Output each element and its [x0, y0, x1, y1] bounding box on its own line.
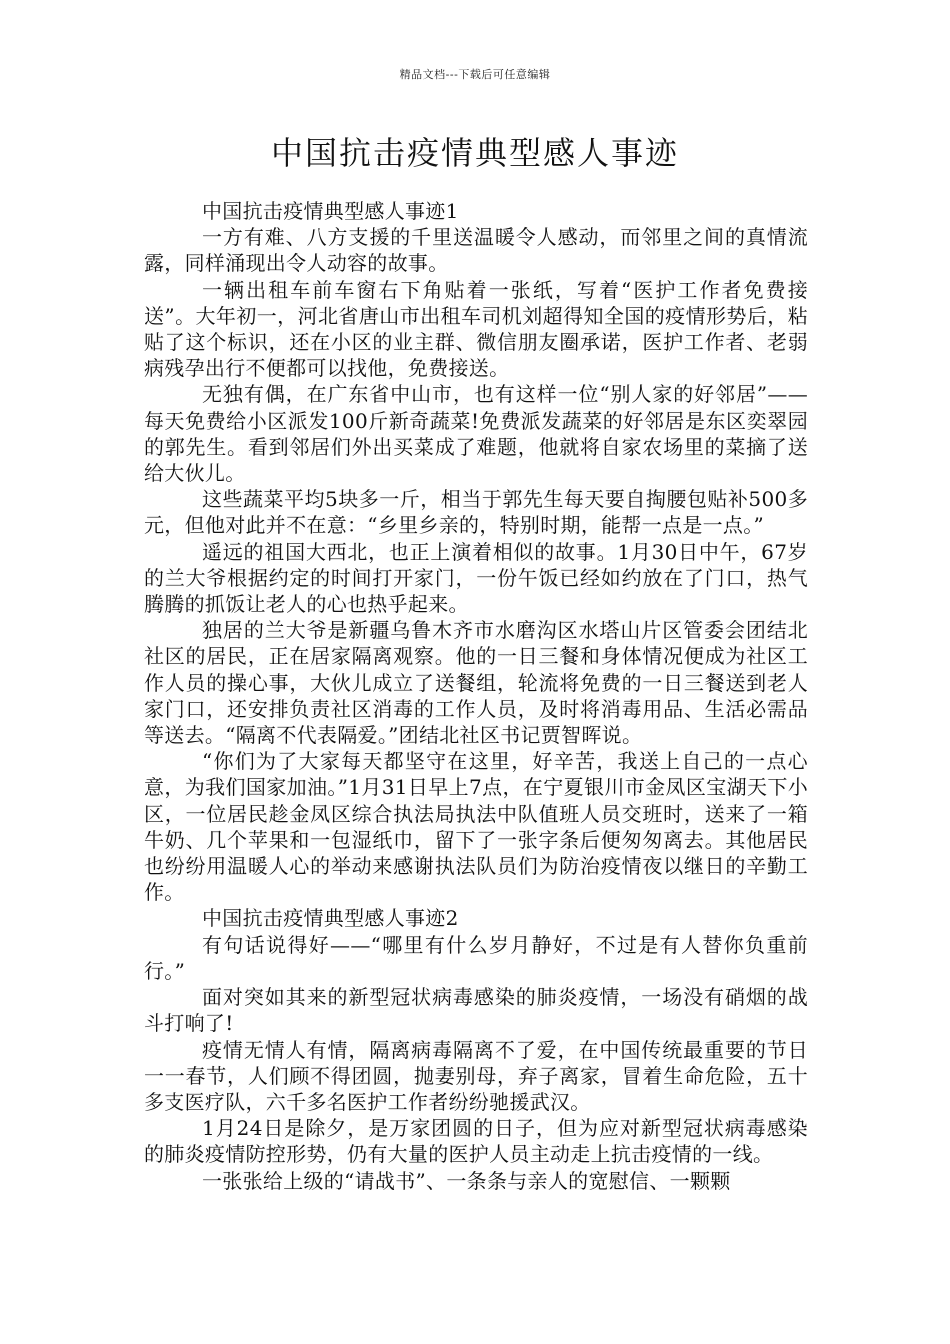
- paragraph: 独居的兰大爷是新疆乌鲁木齐市水磨沟区水塔山片区管委会团结北社区的居民，正在居家隔离观察。他的一日三餐和身体情况便成为社区工作人员的操心事，大伙儿成立了送餐组，轮流将免费的一日三餐送到老人家门口，还安排负责社区消毒的工作人员，及时将消毒用品、生活必需品等送去。“隔离不代表隔爱。”团结北社区书记贾智晖说。: [144, 618, 808, 748]
- paragraph: 疫情无情人有情，隔离病毒隔离不了爱，在中国传统最重要的节日一一春节，人们顾不得团圆，抛妻别母，弃子离家，冒着生命危险，五十多支医疗队，六千多名医护工作者纷纷驰援武汉。: [144, 1037, 808, 1114]
- page-header-note: 精品文档---下载后可任意编辑: [399, 68, 551, 81]
- section-heading-1: 中国抗击疫情典型感人事迹1: [202, 199, 459, 223]
- paragraph: 一辆出租车前车窗右下角贴着一张纸，写着“医护工作者免费接送”。大年初一，河北省唐山市出租车司机刘超得知全国的疫情形势后，粘贴了这个标识，还在小区的业主群、微信朋友圈承诺，医护工作者、老弱病残孕出行不便都可以找他，免费接送。: [144, 277, 808, 381]
- paragraph: 有句话说得好——“哪里有什么岁月静好，不过是有人替你负重前行。”: [144, 932, 808, 983]
- document-title: 中国抗击疫情典型感人事迹: [270, 134, 679, 172]
- section-heading-2: 中国抗击疫情典型感人事迹2: [202, 906, 459, 931]
- paragraph: 一方有难、八方支援的千里送温暖令人感动，而邻里之间的真情流露，同样涌现出令人动容的故事。: [144, 225, 808, 276]
- paragraph: “你们为了大家每天都坚守在这里，好辛苦，我送上自己的一点心意，为我们国家加油。”1月31日早上7点，在宁夏银川市金凤区宝湖天下小区，一位居民趁金凤区综合执法局执法中队值班人员交班时，送来了一箱牛奶、几个苹果和一包湿纸巾，留下了一张字条后便匆匆离去。其他居民也纷纷用温暖人心的举动来感谢执法队员们为防治疫情夜以继日的辛勤工作。: [144, 749, 808, 905]
- paragraph: 1月24日是除夕，是万家团圆的日子，但为应对新型冠状病毒感染的肺炎疫情防控形势，仍有大量的医护人员主动走上抗击疫情的一线。: [144, 1116, 808, 1167]
- paragraph: 这些蔬菜平均5块多一斤，相当于郭先生每天要自掏腰包贴补500多元，但他对此并不在意：“乡里乡亲的，特别时期，能帮一点是一点。”: [144, 487, 808, 538]
- paragraph: 一张张给上级的“请战书”、一条条与亲人的宽慰信、一颗颗: [202, 1168, 731, 1193]
- paragraph: 面对突如其来的新型冠状病毒感染的肺炎疫情，一场没有硝烟的战斗打响了!: [144, 985, 808, 1036]
- paragraph: 遥远的祖国大西北，也正上演着相似的故事。1月30日中午，67岁的兰大爷根据约定的时间打开家门，一份午饭已经如约放在了门口，热气腾腾的抓饭让老人的心也热乎起来。: [144, 539, 808, 617]
- paragraph: 无独有偶，在广东省中山市，也有这样一位“别人家的好邻居”——每天免费给小区派发100斤新奇蔬菜!免费派发蔬菜的好邻居是东区奕翠园的郭先生。看到邻居们外出买菜成了难题，他就将自家农场里的菜摘了送给大伙儿。: [144, 382, 808, 486]
- document-body: [144, 198, 808, 1194]
